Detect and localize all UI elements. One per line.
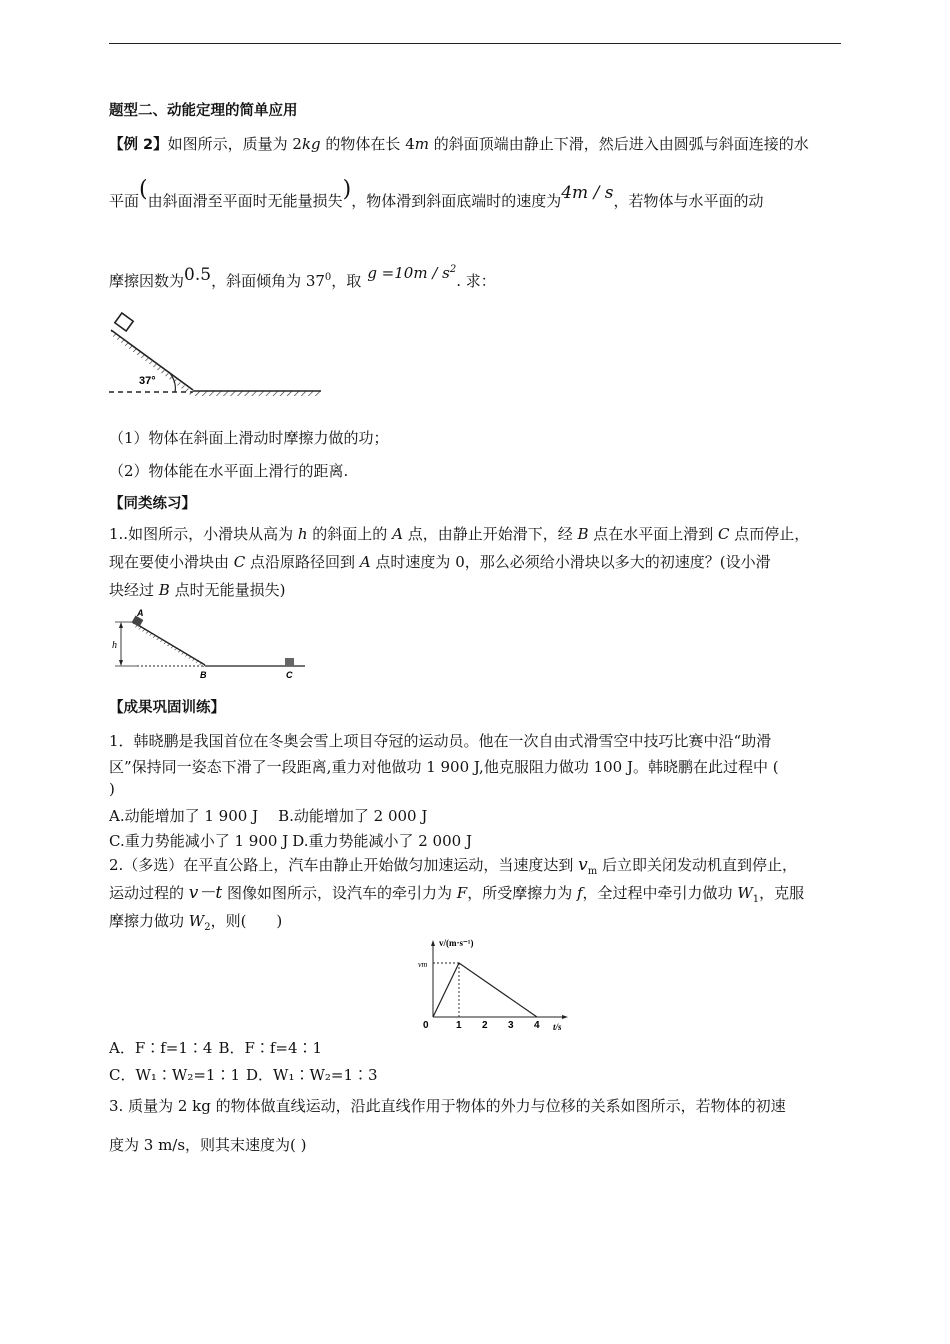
y-axis-label: v/(m·s⁻¹) bbox=[439, 938, 474, 948]
cq2-option-b: B．F∶f=4∶1 bbox=[218, 1039, 323, 1057]
x-tick-label: 3 bbox=[508, 1020, 514, 1031]
header-rule bbox=[109, 43, 841, 44]
cq1-option-a: A.动能增加了 1 900 J bbox=[109, 807, 259, 825]
example2-q1: （1）物体在斜面上滑动时摩擦力做的功； bbox=[109, 429, 389, 447]
cq2-line3: 摩擦力做功 $W_2$，则( ) bbox=[109, 912, 283, 933]
x-tick-label: 1 bbox=[456, 1020, 462, 1031]
x-tick-label: 2 bbox=[482, 1020, 488, 1031]
example2-q2: （2）物体能在水平面上滑行的距离. bbox=[109, 462, 349, 480]
cq3-line1: 3. 质量为 2 kg 的物体做直线运动，沿此直线作用于物体的外力与位移的关系如图所示，若物体的初速 bbox=[109, 1097, 786, 1115]
x-axis-label: t/s bbox=[553, 1022, 562, 1032]
cq2-options-ab bbox=[109, 1038, 322, 1058]
cq1-option-c: C.重力势能减小了 1 900 J bbox=[109, 832, 289, 850]
slide-block-c bbox=[285, 658, 294, 666]
point-c-label: C bbox=[286, 670, 293, 680]
slide-figure bbox=[109, 608, 309, 683]
cq1-line2: 区”保持同一姿态下滑了一段距离,重力对他做功 1 900 J,他克服阻力做功 100 J。韩晓鹏在此过程中 ( bbox=[109, 758, 779, 776]
vm-label: vm bbox=[418, 960, 428, 969]
consolidation-title: 【成果巩固训练】 bbox=[109, 700, 225, 716]
incline-figure bbox=[109, 312, 329, 402]
cq1-option-d: D.重力势能减小了 2 000 J bbox=[292, 832, 472, 850]
section-title: 题型二、动能定理的简单应用 bbox=[109, 103, 298, 119]
cq1-options-cd bbox=[109, 831, 472, 851]
cq2-option-c: C．W₁∶W₂=1∶1 bbox=[109, 1066, 240, 1084]
cq2-line2: 运动过程的 v－t 图像如图所示，设汽车的牵引力为 F，所受摩擦力为 f，全过程中牵引力做功 $W_1$，克服 bbox=[109, 883, 805, 905]
ground-surface bbox=[193, 391, 321, 396]
cq3-line2: 度为 3 m/s，则其末速度为( ) bbox=[109, 1136, 307, 1154]
vt-graph bbox=[415, 937, 595, 1032]
practice1-line3: 块经过 B 点时无能量损失) bbox=[109, 581, 286, 599]
cq1-line3: ) bbox=[109, 780, 115, 798]
point-a-label: A bbox=[137, 608, 144, 618]
angle-label: 37° bbox=[139, 375, 156, 387]
slide-slope bbox=[133, 622, 205, 668]
point-b-label: B bbox=[200, 670, 207, 680]
cq1-line1: 1．韩晓鹏是我国首位在冬奥会雪上项目夺冠的运动员。他在一次自由式滑雪空中技巧比赛中沿“助滑 bbox=[109, 732, 772, 750]
x-tick-label: 4 bbox=[534, 1020, 540, 1031]
velocity-series-line bbox=[433, 963, 537, 1017]
cq2-option-a: A．F∶f=1∶4 bbox=[109, 1039, 213, 1057]
practice1-line1: 1..如图所示，小滑块从高为 h 的斜面上的 A 点，由静止开始滑下，经 B 点在水平面上滑到 C 点而停止， bbox=[109, 525, 810, 543]
block bbox=[115, 313, 133, 331]
practice-title: 【同类练习】 bbox=[109, 496, 196, 512]
cq2-option-d: D．W₁∶W₂=1∶3 bbox=[246, 1066, 378, 1084]
height-label: h bbox=[112, 640, 117, 651]
cq2-line1: 2.（多选）在平直公路上，汽车由静止开始做匀加速运动，当速度达到 $v_m$ 后立即关闭发动机直到停止， bbox=[109, 855, 797, 877]
practice1-line2: 现在要使小滑块由 C 点沿原路径回到 A 点时速度为 0，那么必须给小滑块以多大的初速度？(设小滑 bbox=[109, 553, 771, 571]
origin-label: 0 bbox=[423, 1020, 429, 1031]
example2-line2: 平面(由斜面滑至平面时无能量损失)，物体滑到斜面底端时的速度为4m / s，若物体与水平面的动 bbox=[109, 177, 764, 210]
cq1-option-b: B.动能增加了 2 000 J bbox=[278, 807, 428, 825]
example2-line3: 摩擦因数为0.5，斜面倾角为 $37^0$，取 $g =10m / s^2$. 求： bbox=[109, 264, 496, 290]
cq1-options-ab bbox=[109, 806, 427, 826]
cq2-options-cd bbox=[109, 1065, 378, 1085]
example2-line1: 【例 2】如图所示，质量为 2kg 的物体在长 4m 的斜面顶端由静止下滑，然后进入由圆弧与斜面连接的水 bbox=[109, 135, 809, 153]
